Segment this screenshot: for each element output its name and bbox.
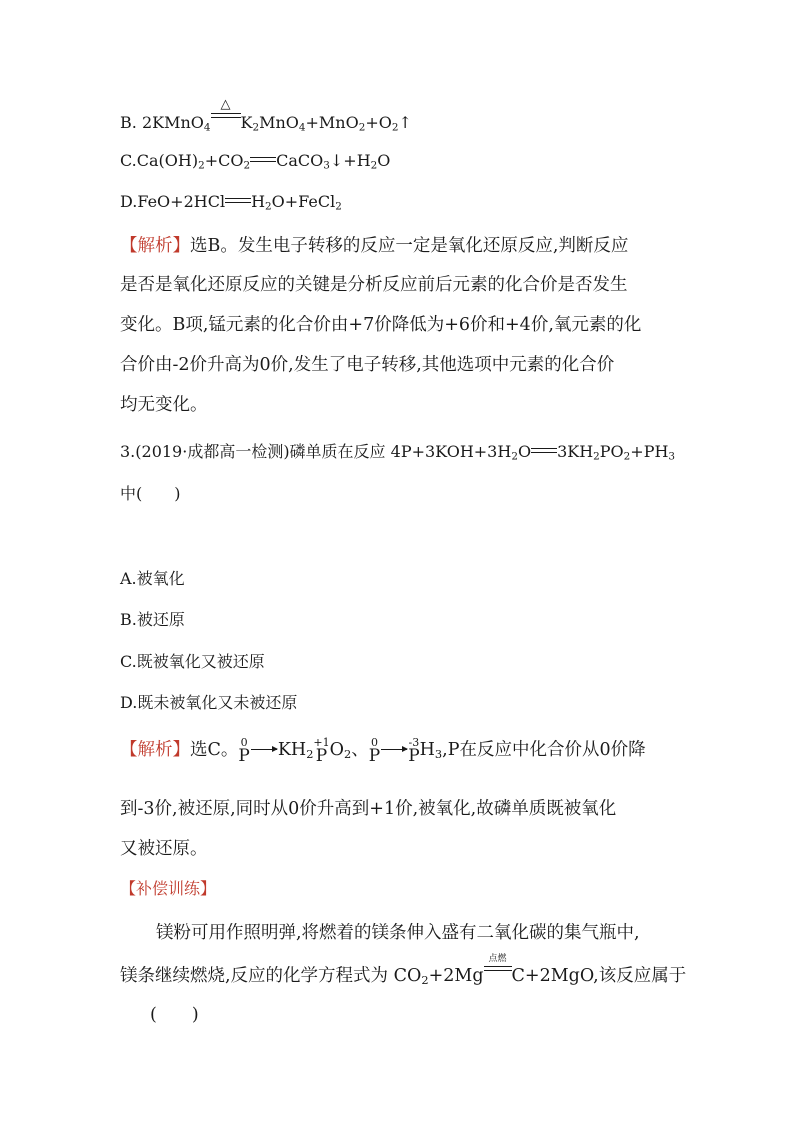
analysis-line: 又被还原。 [120,839,208,859]
option-b: B. 2KMnO$_4$ △ $K_2MnO_4+MnO_2+O_2↑$ [120,97,412,134]
option-c: $C.Ca(OH)_2+CO_2$ $CaCO_3↓+H_2O$ [120,151,391,172]
oxidation-state-p: -3 P [408,736,420,766]
arrow-icon [381,749,407,750]
equals-sign [225,198,251,203]
analysis-line: 是否是氧化还原反应的关键是分析反应前后元素的化合价是否发生 [120,275,628,295]
arrow-icon [251,749,277,750]
supplement-tag: 【补偿训练】 [120,879,217,898]
analysis-line: 到-3价,被还原,同时从0价升高到+1价,被氧化,故磷单质既被氧化 [120,799,617,819]
equals-sign [250,157,276,162]
analysis-line: 【解析】选C。 0 P $KH_2$ +1 P $O_2$、 0 P -3 P $H_3,P$在反应中化合价从0价降 [120,736,646,766]
option-c: C.既被氧化又被还原 [120,652,265,671]
oxidation-state-p: 0 P [238,736,250,766]
option-a: A.被氧化 [120,569,185,588]
equals-sign [531,448,557,453]
question-3-stem-2: 中( ) [120,484,181,503]
question-3-stem: 3.(2019·成都高一检测)磷单质在反应 $4P+3KOH+3H_2O$ $3KH_2PO_2+PH_3$ [120,442,676,463]
supplement-answer-blank: ( ) [150,1005,199,1025]
analysis-line: 均无变化。 [120,395,208,415]
analysis-line: 合价由-2价升高为0价,发生了电子转移,其他选项中元素的化合价 [120,355,615,375]
option-d: D.既未被氧化又未被还原 [120,693,298,712]
supplement-line: 镁条继续燃烧,反应的化学方程式为 $CO_2+2Mg$ 点燃 C+2MgO,该反应属于 [120,954,687,987]
option-letter: B. [120,113,137,132]
option-d: D.FeO+2HCl $H_2O+FeCl_2$ [120,192,342,213]
ignite-condition: 点燃 [484,966,512,982]
analysis-line: 【解析】选B。发生电子转移的反应一定是氧化还原反应,判断反应 [120,236,629,256]
analysis-line: 变化。B项,锰元素的化合价由+7价降低为+6价和+4价,氧元素的化 [120,315,642,335]
analysis-tag: 【解析】 [120,236,190,256]
oxidation-state-p: 0 P [368,736,381,766]
analysis-tag: 【解析】 [120,740,190,760]
supplement-line: 镁粉可用作照明弹,将燃着的镁条伸入盛有二氧化碳的集气瓶中, [156,923,640,943]
heating-condition: △ [211,113,241,129]
oxidation-state-p: +1 P [313,736,330,766]
option-b: B.被还原 [120,610,185,629]
